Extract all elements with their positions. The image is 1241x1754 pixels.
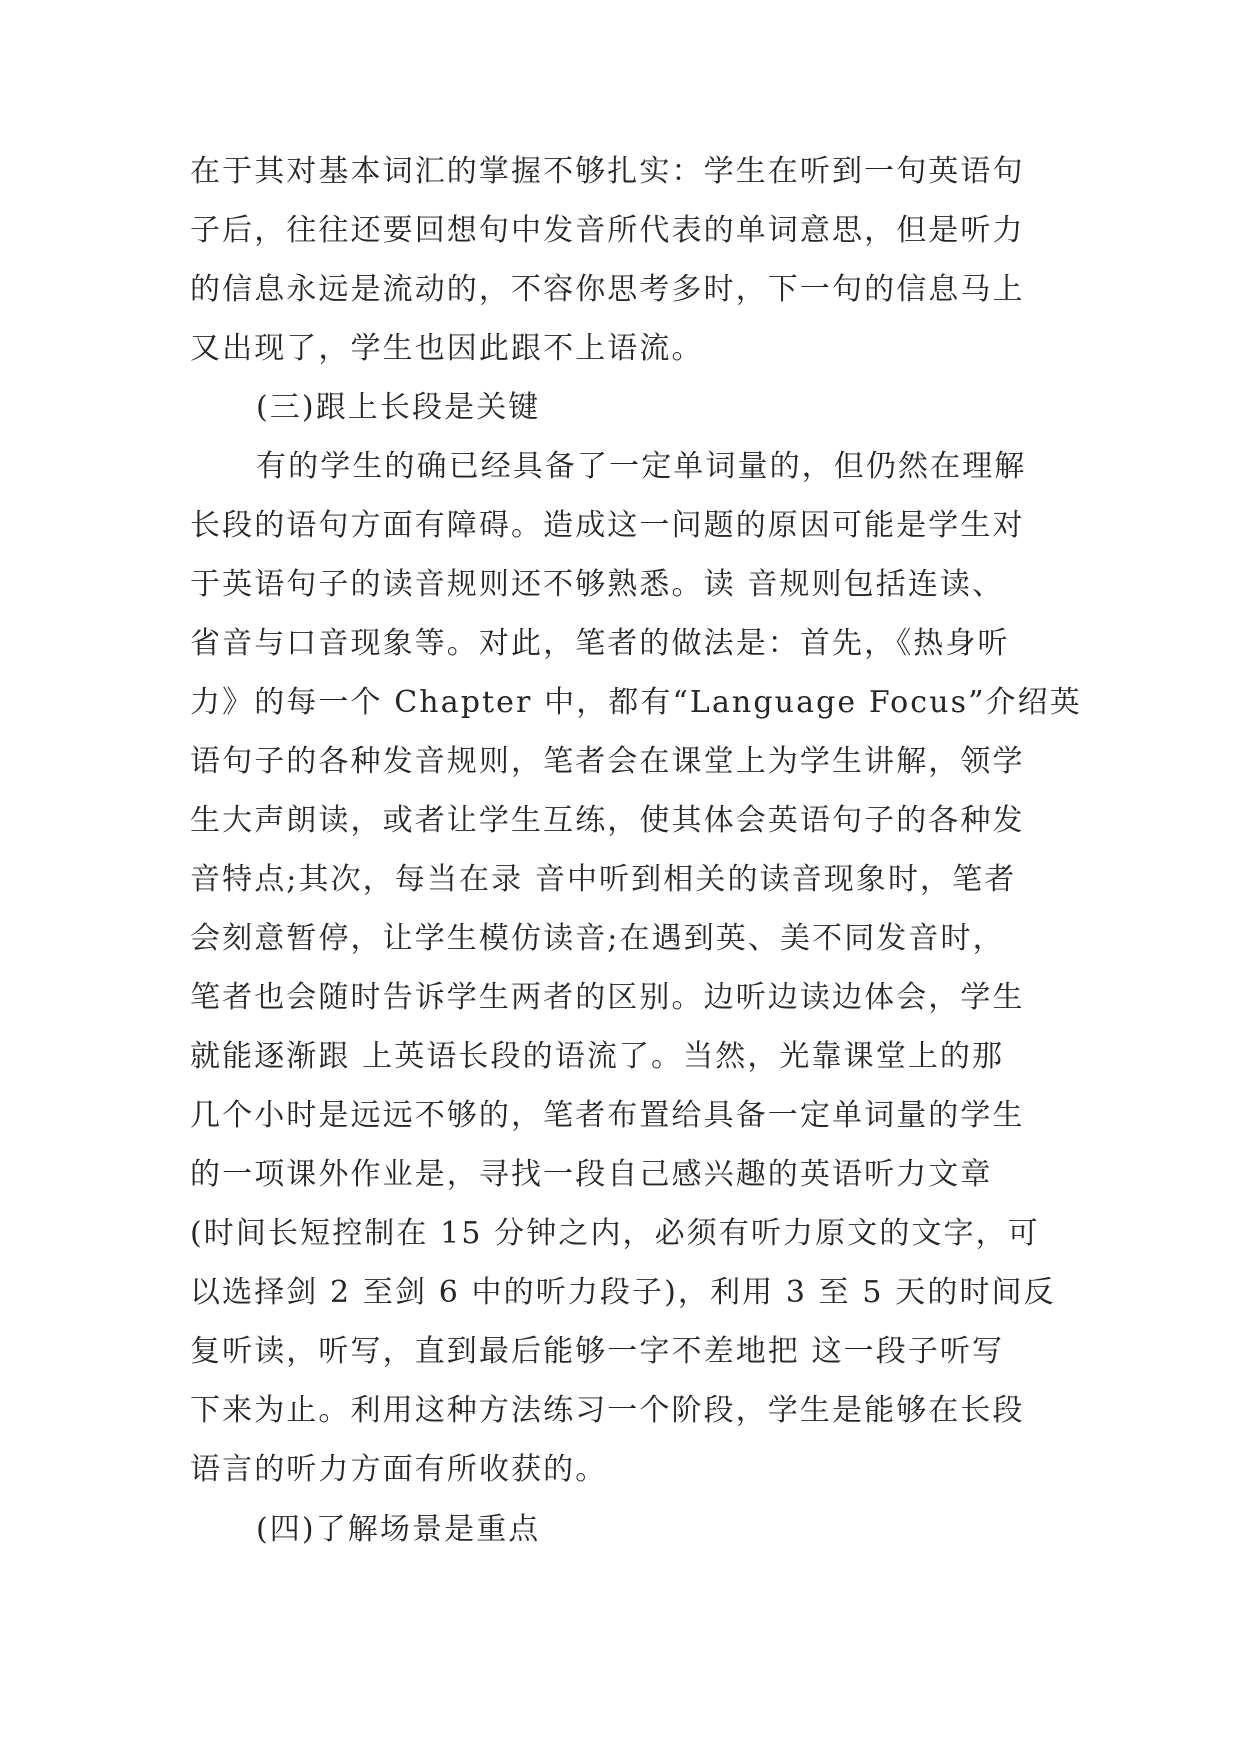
text-line: 省音与口音现象等。对此，笔者的做法是：首先，《热身听 — [190, 626, 1010, 661]
text-line: 音特点;其次，每当在录 音中听到相关的读音现象时，笔者 — [190, 862, 1017, 897]
text-line: 又出现了，学生也因此跟不上语流。 — [190, 331, 704, 366]
text-line: 的信息永远是流动的，不容你思考多时，下一句的信息马上 — [190, 272, 1025, 307]
text-line: 下来为止。利用这种方法练习一个阶段，学生是能够在长段 — [190, 1393, 1025, 1428]
text-line: 复听读，听写，直到最后能够一字不差地把 这一段子听写 — [190, 1334, 1005, 1369]
text-line: 以选择剑 2 至剑 6 中的听力段子)，利用 3 至 5 天的时间反 — [190, 1275, 1056, 1310]
text-line: 的一项课外作业是，寻找一段自己感兴趣的英语听力文章 — [190, 1157, 993, 1192]
section-heading: (三)跟上长段是关键 — [256, 390, 541, 425]
section-heading: (四)了解场景是重点 — [256, 1512, 541, 1547]
text-line: 会刻意暂停，让学生模仿读音;在遇到英、美不同发音时， — [190, 921, 1005, 956]
text-line: 长段的语句方面有障碍。造成这一问题的原因可能是学生对 — [190, 508, 1025, 543]
text-line: (时间长短控制在 15 分钟之内，必须有听力原文的文字，可 — [190, 1216, 1040, 1251]
text-line: 语言的听力方面有所收获的。 — [190, 1452, 608, 1487]
text-line: 语句子的各种发音规则，笔者会在课堂上为学生讲解，领学 — [190, 744, 1025, 779]
text-line: 有的学生的确已经具备了一定单词量的，但仍然在理解 — [256, 449, 1027, 484]
text-line: 于英语句子的读音规则还不够熟悉。读 音规则包括连读、 — [190, 567, 1005, 602]
text-line: 子后，往往还要回想句中发音所代表的单词意思，但是听力 — [190, 213, 1025, 248]
text-line: 就能逐渐跟 上英语长段的语流了。当然，光靠课堂上的那 — [190, 1039, 1005, 1074]
text-line: 笔者也会随时告诉学生两者的区别。边听边读边体会，学生 — [190, 980, 1025, 1015]
text-line: 生大声朗读，或者让学生互练，使其体会英语句子的各种发 — [190, 803, 1025, 838]
text-line: 几个小时是远远不够的，笔者布置给具备一定单词量的学生 — [190, 1098, 1025, 1133]
text-line: 在于其对基本词汇的掌握不够扎实：学生在听到一句英语句 — [190, 154, 1025, 189]
text-line: 力》的每一个 Chapter 中，都有“Language Focus”介绍英 — [190, 685, 1082, 720]
